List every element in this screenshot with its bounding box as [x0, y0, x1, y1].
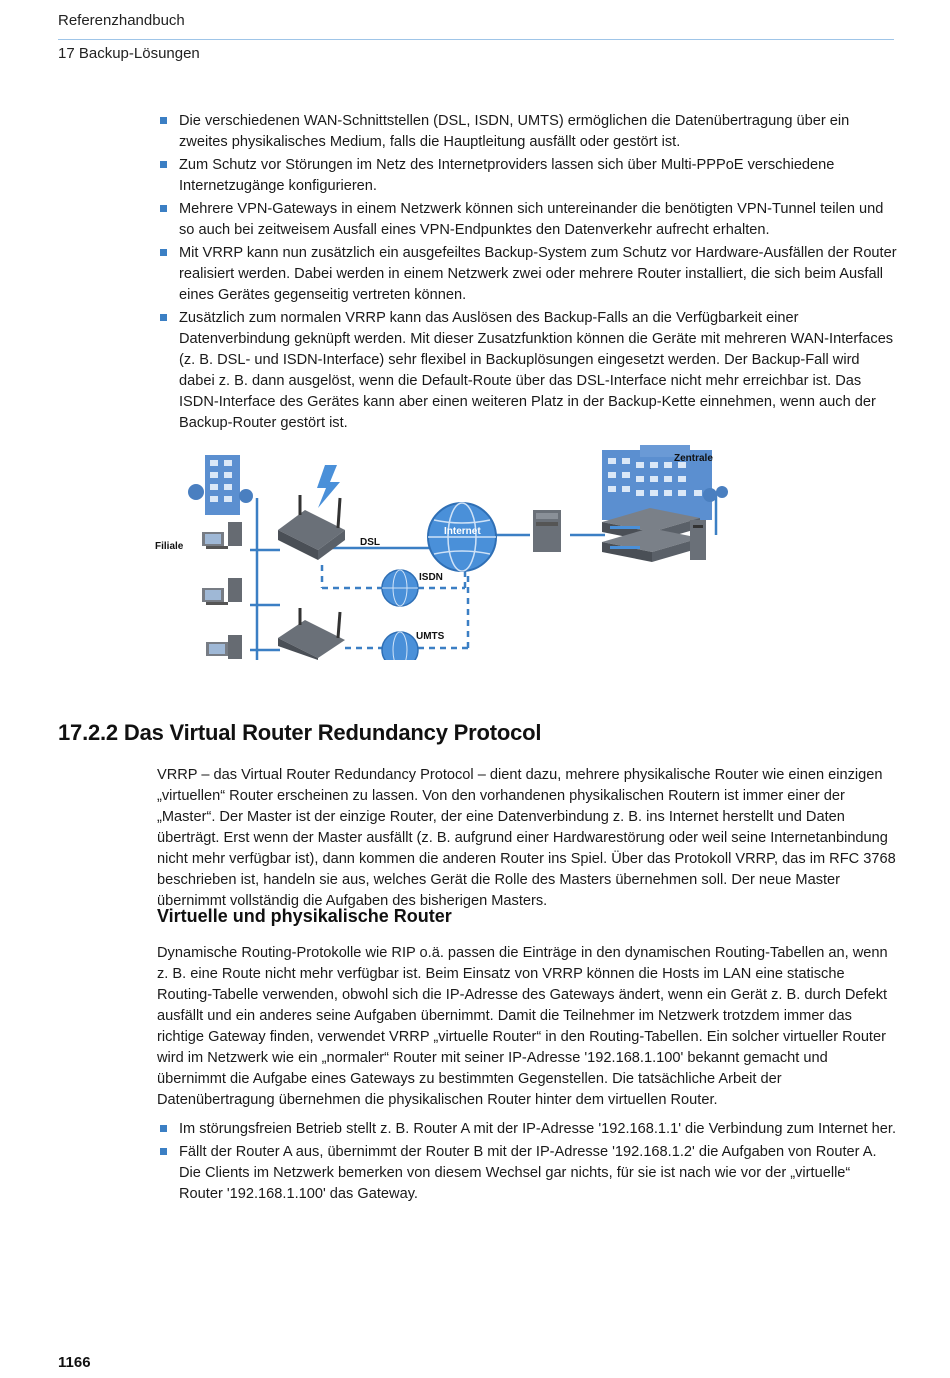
list-item-text: Zusätzlich zum normalen VRRP kann das Auslösen des Backup-Falls an die Verfügbarkeit einer Datenverbindung geknüpft werden. Mit dieser Zusatzfunktion können die Geräte mit mehreren WAN-Interfaces (z. B. DSL- und ISDN-Interface) sehr flexibel in Backuplösungen eingesetzt werden. Der Backup-Fall wird dabei z. B. dann ausgelöst, wenn die Default-Route über das DSL-Interface nicht mehr erreichbar ist. Das ISDN-Interface des Gerätes kann aber einen weiteren Platz in der Backup-Kette einnehmen, wenn auch der Backup-Router gestört ist.: [179, 310, 894, 431]
filiale-building-icon: [188, 455, 253, 515]
list-item: [157, 155, 897, 197]
bottom-bullet-list: [157, 1119, 897, 1207]
pc-icon: [202, 522, 242, 549]
paragraph-text: VRRP – das Virtual Router Redundancy Protocol – dient dazu, mehrere physikalische Router wie einen einzigen „virtuellen“ Router erscheinen zu lassen. Von den vorhandenen physikalischen Routern ist immer einer der „Master“. Der Master ist der einzige Router, der eine Datenverbindung z. B. ins Internet herstellt und Daten überträgt. Erst wenn der Master ausfällt (z. B. aufgrund einer Hardwarestörung oder weil seine Internetanbindung nicht mehr verfügbar ist), dann kommen die anderen Router ins Spiel. Über das Protokoll VRRP, das im RFC 3768 beschrieben ist, handeln sie aus, welches Gerät die Rolle des Masters übernehmen soll. Der neue Master übernimmt vollständig die Aufgaben des bisherigen Masters.: [157, 767, 896, 909]
router-a-icon: [278, 495, 345, 560]
label-dsl: DSL: [360, 537, 380, 548]
list-item: [157, 111, 897, 153]
label-filiale: Filiale: [155, 541, 184, 552]
bullet-square-icon: [160, 1125, 167, 1132]
list-item-text: Mehrere VPN-Gateways in einem Netzwerk können sich untereinander die benötigten VPN-Tunnel teilen und so auch bei zeitweisem Ausfall eines VPN-Endpunktes den Datenverkehr aufrecht erhalten.: [179, 201, 884, 238]
list-item: [157, 243, 897, 306]
list-item-text: Fällt der Router A aus, übernimmt der Router B mit der IP-Adresse '192.168.1.2' die Aufgaben von Router A. Die Clients im Netzwerk bemerken von diesem Wechsel gar nichts, für sie ist nach wie vor der „virtuelle“ Router '192.168.1.100' das Gateway.: [179, 1144, 877, 1202]
list-item-text: Die verschiedenen WAN-Schnittstellen (DSL, ISDN, UMTS) ermöglichen die Datenübertragung über ein zweites physikalisches Medium, falls die Hauptleitung ausfällt oder gestört ist.: [179, 113, 850, 150]
label-umts: UMTS: [416, 631, 445, 642]
isdn-globe-icon: [382, 570, 418, 606]
list-item-text: Zum Schutz vor Störungen im Netz des Internetproviders lassen sich über Multi-PPPoE verschiedene Internetzugänge konfigurieren.: [179, 157, 835, 194]
subsection-heading: Virtuelle und physikalische Router: [157, 906, 452, 926]
pc-icon: [206, 635, 242, 659]
running-header-chapter: 17 Backup-Lösungen: [58, 45, 200, 62]
internet-globe-icon: [428, 503, 496, 571]
list-item-text: Mit VRRP kann nun zusätzlich ein ausgefeiltes Backup-System zum Schutz vor Hardware-Ausfällen der Router realisiert werden. Dabei werden in einem Netzwerk zwei oder mehrere Router installiert, die sich beim Ausfall eines Gerätes gegenseitig vertreten können.: [179, 245, 897, 303]
label-internet: Internet: [444, 526, 481, 537]
bullet-square-icon: [160, 161, 167, 168]
label-zentrale: Zentrale: [674, 453, 713, 464]
router-b-icon: [278, 608, 345, 660]
paragraph-text: Dynamische Routing-Protokolle wie RIP o.ä. passen die Einträge in den dynamischen Routing-Tabellen an, wenn z. B. eine Route nicht mehr verfügbar ist. Beim Einsatz von VRRP können die Hosts im LAN eine statische Routing-Tabelle verwenden, obwohl sich die IP-Adresse des Gateways ändert, wenn ein Gerät z. B. durch Defekt ausfällt und ein anderes seine Aufgaben übernimmt. Damit die Teilnehmer im Netzwerk trotzdem immer das richtige Gateway finden, verwendet VRRP „virtuelle Router“ in den Routing-Tabellen. Ein solcher virtueller Router wird im Netzwerk wie ein „normaler“ Router mit seiner IP-Adresse '192.168.1.100' bekannt gemacht und übernimmt die Aufgabe eines Gateways zu bestimmten Gegenstellen. Die tatsächliche Arbeit der Datenübertragung übernehmen die physikalischen Router hinter dem virtuellen Router.: [157, 945, 888, 1108]
page-number: 1166: [58, 1354, 91, 1371]
bullet-square-icon: [160, 205, 167, 212]
bullet-square-icon: [160, 314, 167, 321]
umts-globe-icon: [382, 632, 418, 660]
bullet-square-icon: [160, 117, 167, 124]
label-isdn: ISDN: [419, 572, 443, 583]
list-item-text: Im störungsfreien Betrieb stellt z. B. Router A mit der IP-Adresse '192.168.1.1' die Verbindung zum Internet her.: [179, 1121, 896, 1137]
section-intro-paragraph: [157, 765, 897, 912]
bullet-square-icon: [160, 1148, 167, 1155]
lightning-icon: [317, 465, 340, 508]
bullet-square-icon: [160, 249, 167, 256]
server-tower-icon: [533, 510, 561, 552]
top-bullet-list: [157, 111, 897, 436]
section-heading: 17.2.2 Das Virtual Router Redundancy Protocol: [58, 720, 542, 745]
zentrale-pc-tower-icon: [690, 520, 706, 560]
list-item: [157, 1119, 897, 1140]
list-item: [157, 199, 897, 241]
list-item: [157, 1142, 897, 1205]
backup-network-diagram: [150, 440, 750, 660]
list-item: [157, 308, 897, 434]
running-header-title: Referenzhandbuch: [58, 12, 185, 29]
subsection-paragraph: [157, 943, 897, 1111]
header-rule: [58, 39, 894, 40]
pc-icon: [202, 578, 242, 605]
